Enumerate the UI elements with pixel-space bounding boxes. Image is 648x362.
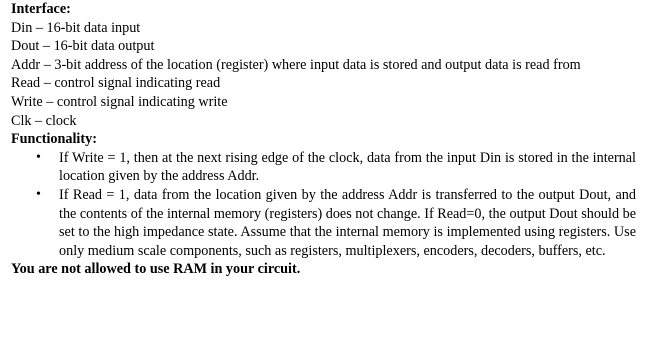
interface-line-dout: Dout – 16-bit data output <box>11 38 155 55</box>
bullet-icon: • <box>36 186 41 202</box>
functionality-item-write <box>11 149 636 186</box>
functionality-item-write-text: If Write = 1, then at the next rising edge of the clock, data from the input Din is stored in the internal location given by the address Addr. <box>59 149 636 185</box>
assignment-document <box>11 0 636 279</box>
ram-restriction-note: You are not allowed to use RAM in your circuit. <box>11 261 301 278</box>
interface-line-clk: Clk – clock <box>11 112 77 129</box>
interface-heading: Interface: <box>11 1 71 17</box>
functionality-list <box>11 149 636 261</box>
functionality-item-read <box>11 186 636 260</box>
interface-line-addr: Addr – 3-bit address of the location (register) where input data is stored and output data is read from <box>11 56 581 73</box>
functionality-heading: Functionality: <box>11 131 97 148</box>
bullet-icon: • <box>36 149 41 165</box>
interface-line-write: Write – control signal indicating write <box>11 93 228 110</box>
functionality-item-read-text: If Read = 1, data from the location given by the address Addr is transferred to the output Dout, and the contents of the internal memory (registers) does not change. If Read=0, the output Dout should be set to the high impedance state. Assume that the internal memory is implemented using registers. Use only medium scale components, such as registers, multiplexers, encoders, decoders, buffers, etc. <box>59 186 636 259</box>
interface-line-read: Read – control signal indicating read <box>11 75 221 92</box>
interface-line-din: Din – 16-bit data input <box>11 19 141 36</box>
